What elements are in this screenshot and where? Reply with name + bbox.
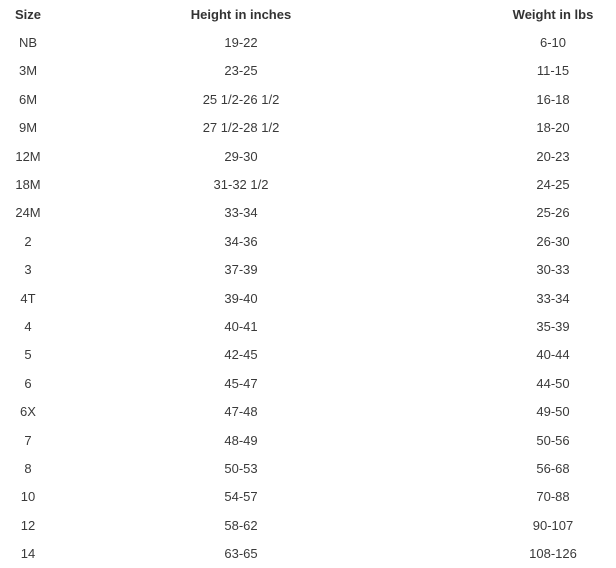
size-cell: 12 — [20, 517, 36, 533]
height-cell: 34-36 — [224, 233, 258, 249]
height-cell: 58-62 — [224, 517, 258, 533]
table-row — [0, 227, 616, 255]
height-cell: 29-30 — [224, 148, 258, 164]
table-row — [0, 511, 616, 539]
table-row — [0, 170, 616, 198]
size-cell: 6M — [18, 91, 38, 107]
size-cell: 8 — [24, 460, 32, 476]
size-cell: 5 — [24, 347, 32, 363]
size-cell: 9M — [18, 120, 38, 136]
height-cell: 47-48 — [224, 404, 258, 420]
weight-cell: 16-18 — [536, 91, 570, 107]
weight-cell: 49-50 — [536, 404, 570, 420]
height-cell: 39-40 — [224, 290, 258, 306]
weight-cell: 25-26 — [536, 205, 570, 221]
weight-cell: 30-33 — [536, 262, 570, 278]
table-row — [0, 199, 616, 227]
table-row — [0, 426, 616, 454]
table-row — [0, 85, 616, 113]
size-cell: 6 — [24, 375, 32, 391]
height-cell: 63-65 — [224, 546, 258, 562]
table-row — [0, 256, 616, 284]
weight-cell: 50-56 — [536, 432, 570, 448]
weight-cell: 24-25 — [536, 177, 570, 193]
weight-cell: 108-126 — [529, 546, 577, 562]
height-cell: 31-32 1/2 — [213, 177, 269, 193]
table-row — [0, 312, 616, 340]
weight-cell: 40-44 — [536, 347, 570, 363]
table-body — [0, 28, 616, 567]
height-cell: 54-57 — [224, 489, 258, 505]
table-row — [0, 114, 616, 142]
table-row — [0, 369, 616, 397]
column-header-weight: Weight in lbs — [512, 6, 594, 22]
height-cell: 25 1/2-26 1/2 — [202, 91, 280, 107]
height-cell: 40-41 — [224, 318, 258, 334]
weight-cell: 56-68 — [536, 460, 570, 476]
weight-cell: 26-30 — [536, 233, 570, 249]
table-row — [0, 454, 616, 482]
weight-cell: 20-23 — [536, 148, 570, 164]
weight-cell: 33-34 — [536, 290, 570, 306]
size-cell: 3M — [18, 63, 38, 79]
size-cell: 14 — [20, 546, 36, 562]
size-cell: NB — [18, 35, 38, 51]
table-row — [0, 57, 616, 85]
height-cell: 50-53 — [224, 460, 258, 476]
height-cell: 42-45 — [224, 347, 258, 363]
table-row — [0, 483, 616, 511]
size-cell: 4 — [24, 318, 32, 334]
height-cell: 23-25 — [224, 63, 258, 79]
size-cell: 12M — [15, 148, 41, 164]
weight-cell: 90-107 — [532, 517, 574, 533]
weight-cell: 6-10 — [539, 35, 567, 51]
size-cell: 2 — [24, 233, 32, 249]
height-cell: 45-47 — [224, 375, 258, 391]
weight-cell: 35-39 — [536, 318, 570, 334]
height-cell: 48-49 — [224, 432, 258, 448]
column-header-height: Height in inches — [190, 6, 292, 22]
weight-cell: 44-50 — [536, 375, 570, 391]
height-cell: 33-34 — [224, 205, 258, 221]
size-cell: 18M — [15, 177, 41, 193]
table-row — [0, 28, 616, 56]
size-cell: 24M — [15, 205, 41, 221]
weight-cell: 70-88 — [536, 489, 570, 505]
size-cell: 7 — [24, 432, 32, 448]
weight-cell: 18-20 — [536, 120, 570, 136]
table-row — [0, 284, 616, 312]
column-header-size: Size — [14, 6, 41, 22]
size-cell: 3 — [24, 262, 32, 278]
size-cell: 10 — [20, 489, 36, 505]
size-cell: 4T — [20, 290, 36, 306]
table-header-row — [0, 0, 616, 28]
table-row — [0, 341, 616, 369]
table-row — [0, 397, 616, 425]
table-row — [0, 539, 616, 567]
height-cell: 19-22 — [224, 35, 258, 51]
weight-cell: 11-15 — [536, 63, 570, 79]
height-cell: 37-39 — [224, 262, 258, 278]
height-cell: 27 1/2-28 1/2 — [202, 120, 280, 136]
size-cell: 6X — [20, 404, 36, 420]
table-row — [0, 142, 616, 170]
